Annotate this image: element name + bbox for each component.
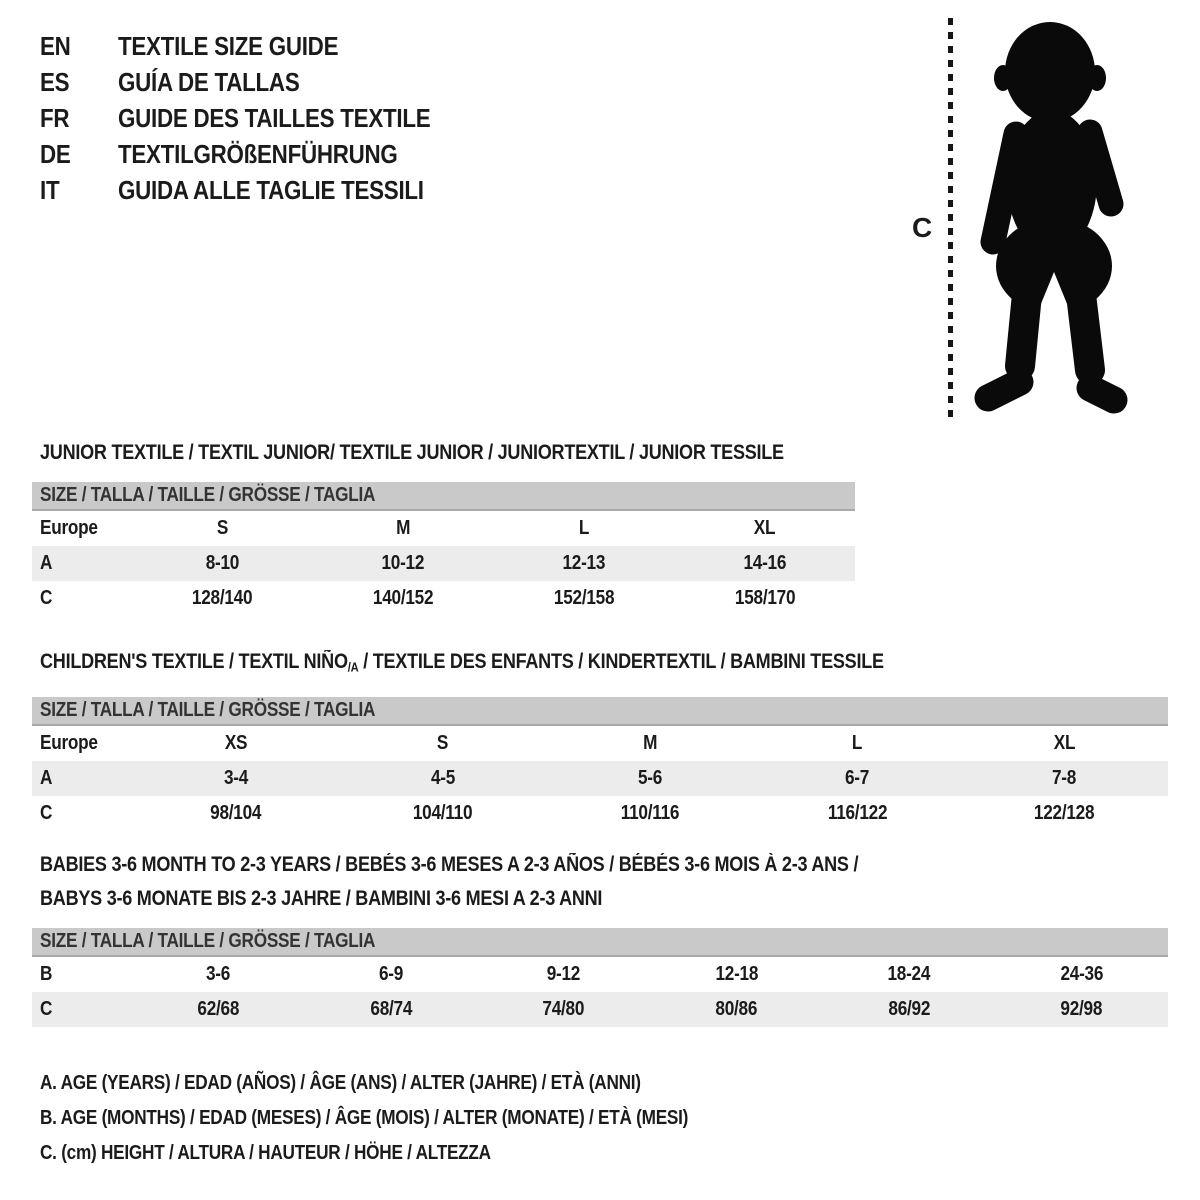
note-line-text: C. (cm) HEIGHT / ALTURA / HAUTEUR / HÖHE / ALTEZZA [40, 1142, 491, 1164]
size-table-header [32, 928, 1168, 957]
cell-value [132, 767, 339, 790]
cell-value [494, 587, 675, 610]
size-table-rows [32, 957, 1168, 1027]
row-label-text: C [40, 998, 53, 1020]
cell-value-text: 3-4 [223, 766, 248, 789]
cell-value [477, 963, 650, 986]
row-label [32, 767, 132, 790]
cell-value [546, 767, 753, 790]
cell-value [961, 802, 1168, 825]
section-title [40, 436, 855, 470]
cell-value-text: 7-8 [1052, 766, 1077, 789]
cell-value-text: 110/116 [620, 801, 680, 824]
cell-value-text: S [216, 517, 228, 539]
cell-value [494, 517, 675, 540]
cell-value [313, 517, 494, 540]
toddler-silhouette-icon [966, 14, 1138, 418]
cell-value [305, 963, 478, 986]
cell-value-text: 12-13 [562, 552, 606, 574]
cell-value-text: 98/104 [210, 801, 262, 824]
guide-title [118, 175, 474, 206]
note-line-text: B. AGE (MONTHS) / EDAD (MESES) / ÂGE (MOIS) / ALTER (MONATE) / ETÀ (MESI) [40, 1107, 689, 1129]
cell-value-text: 14-16 [743, 552, 786, 574]
cell-value-text: 116/122 [827, 801, 887, 824]
cell-value-text: M [642, 731, 658, 754]
cell-value-text: 152/158 [553, 587, 615, 609]
row-label-text: C [40, 801, 53, 824]
row-label-text: Europe [40, 731, 98, 754]
table-row [32, 511, 855, 546]
cell-value [674, 587, 855, 610]
language-code [40, 31, 118, 62]
guide-title [118, 103, 481, 134]
section-title [40, 645, 1168, 685]
cell-value [754, 802, 961, 825]
height-label: C [912, 212, 933, 243]
cell-value-text: XS [224, 731, 247, 754]
cell-value [132, 517, 313, 540]
cell-value-text: 4-5 [430, 766, 455, 789]
legend-notes [40, 1066, 794, 1171]
language-code-text: IT [40, 174, 60, 205]
cell-value-text: 122/128 [1034, 801, 1095, 824]
cell-value [674, 517, 855, 540]
row-label [32, 732, 132, 755]
table-row [32, 992, 1168, 1027]
row-label [32, 552, 132, 575]
language-code [40, 139, 118, 170]
table-row [32, 761, 1168, 796]
cell-value [674, 552, 855, 575]
section-title [40, 848, 1168, 882]
cell-value-text: 6-7 [845, 766, 870, 789]
cell-value [339, 732, 546, 755]
cell-value [132, 552, 313, 575]
cell-value-text: 128/140 [192, 587, 253, 609]
cell-value-text: 6-9 [378, 963, 404, 985]
row-label [32, 802, 132, 825]
language-row [40, 100, 481, 136]
cell-value-text: M [396, 517, 411, 539]
cell-value [823, 963, 996, 986]
row-label [32, 998, 132, 1021]
guide-title-text: GUIDA ALLE TAGLIE TESSILI [118, 174, 424, 205]
size-table-header-text: SIZE / TALLA / TAILLE / GRÖSSE / TAGLIA [40, 698, 376, 721]
cell-value [961, 732, 1168, 755]
language-code-text: EN [40, 30, 71, 61]
cell-value [546, 732, 753, 755]
cell-value-text: 5-6 [637, 766, 663, 789]
cell-value [132, 732, 339, 755]
guide-title-text: GUÍA DE TALLAS [118, 66, 300, 97]
size-section-1 [32, 645, 1168, 831]
cell-value-text: XL [1053, 731, 1076, 754]
language-code [40, 175, 118, 206]
section-title-text: CHILDREN'S TEXTILE / TEXTIL NIÑO/A / TEXTILE DES ENFANTS / KINDERTEXTIL / BAMBINI TESSILE [40, 650, 884, 675]
row-label-text: A [40, 552, 53, 574]
cell-value-text: 74/80 [542, 998, 585, 1020]
cell-value-text: 86/92 [888, 998, 930, 1020]
language-row [40, 28, 481, 64]
cell-value-text: S [437, 731, 449, 754]
cell-value [132, 963, 305, 986]
table-row [32, 546, 855, 581]
cell-value [754, 732, 961, 755]
cell-value-text: 158/170 [734, 587, 795, 609]
guide-title-text: TEXTILE SIZE GUIDE [118, 30, 339, 61]
cell-value [313, 587, 494, 610]
cell-value [995, 998, 1168, 1021]
language-row [40, 136, 481, 172]
language-code [40, 67, 118, 98]
language-code [40, 103, 118, 134]
cell-value [546, 802, 753, 825]
cell-value [132, 587, 313, 610]
size-table-header [32, 697, 1168, 726]
guide-title-text: TEXTILGRÖßENFÜHRUNG [118, 138, 398, 169]
cell-value [823, 998, 996, 1021]
guide-title [118, 31, 374, 62]
height-dashed-line [948, 18, 953, 418]
cell-value [650, 963, 823, 986]
cell-value [754, 767, 961, 790]
row-label [32, 517, 132, 540]
row-label-text: A [40, 766, 53, 789]
cell-value-text: 3-6 [206, 963, 231, 985]
size-table-rows [32, 726, 1168, 831]
cell-value-text: 68/74 [370, 998, 412, 1020]
language-code-text: FR [40, 102, 70, 133]
row-label [32, 963, 132, 986]
table-row [32, 796, 1168, 831]
cell-value [339, 767, 546, 790]
cell-value-text: 62/68 [197, 998, 240, 1020]
language-row [40, 64, 481, 100]
cell-value-text: 8-10 [205, 552, 240, 574]
row-label-text: C [40, 587, 53, 609]
cell-value [339, 802, 546, 825]
row-label [32, 587, 132, 610]
cell-value-text: 18-24 [887, 963, 931, 985]
cell-value-text: XL [753, 517, 776, 539]
section-title [40, 882, 1168, 916]
size-table-header-text: SIZE / TALLA / TAILLE / GRÖSSE / TAGLIA [40, 484, 376, 506]
guide-title [118, 67, 329, 98]
cell-value [305, 998, 478, 1021]
subscript-text: /A [347, 659, 359, 675]
cell-value [477, 998, 650, 1021]
section-title-text: BABYS 3-6 MONATE BIS 2-3 JAHRE / BAMBINI 3-6 MESI A 2-3 ANNI [40, 887, 603, 910]
language-code-text: DE [40, 138, 71, 169]
cell-value [313, 552, 494, 575]
cell-value-text: 80/86 [715, 998, 758, 1020]
size-table-header-text: SIZE / TALLA / TAILLE / GRÖSSE / TAGLIA [40, 930, 376, 952]
row-label-text: Europe [40, 517, 98, 539]
cell-value-text: 24-36 [1060, 963, 1104, 985]
cell-value [650, 998, 823, 1021]
note-line-text: A. AGE (YEARS) / EDAD (AÑOS) / ÂGE (ANS) / ALTER (JAHRE) / ETÀ (ANNI) [40, 1072, 641, 1094]
section-title-text: JUNIOR TEXTILE / TEXTIL JUNIOR/ TEXTILE JUNIOR / JUNIORTEXTIL / JUNIOR TESSILE [40, 441, 784, 464]
cell-value [961, 767, 1168, 790]
language-row [40, 172, 481, 208]
cell-value-text: L [578, 517, 589, 539]
cell-value-text: 140/152 [372, 587, 434, 609]
cell-value [132, 998, 305, 1021]
cell-value [995, 963, 1168, 986]
cell-value-text: L [852, 731, 863, 754]
note-line [40, 1101, 794, 1136]
size-table-header [32, 482, 855, 511]
cell-value-text: 104/110 [413, 801, 473, 824]
cell-value-text: 10-12 [381, 552, 425, 574]
guide-title-text: GUIDE DES TAILLES TEXTILE [118, 102, 431, 133]
table-row [32, 726, 1168, 761]
size-table-rows [32, 511, 855, 616]
cell-value-text: 92/98 [1060, 998, 1103, 1020]
section-title-text: BABIES 3-6 MONTH TO 2-3 YEARS / BEBÉS 3-6 MESES A 2-3 AÑOS / BÉBÉS 3-6 MOIS À 2-3 ANS / [40, 853, 859, 876]
note-line [40, 1136, 794, 1171]
cell-value-text: 12-18 [714, 963, 758, 985]
size-section-2 [32, 848, 1168, 1027]
cell-value [132, 802, 339, 825]
language-code-text: ES [40, 66, 70, 97]
cell-value-text: 9-12 [546, 963, 581, 985]
guide-title [118, 139, 443, 170]
note-line [40, 1066, 794, 1101]
size-section-0 [32, 436, 855, 616]
row-label-text: B [40, 963, 53, 985]
cell-value [494, 552, 675, 575]
language-title-list [40, 28, 481, 208]
table-row [32, 581, 855, 616]
table-row [32, 957, 1168, 992]
